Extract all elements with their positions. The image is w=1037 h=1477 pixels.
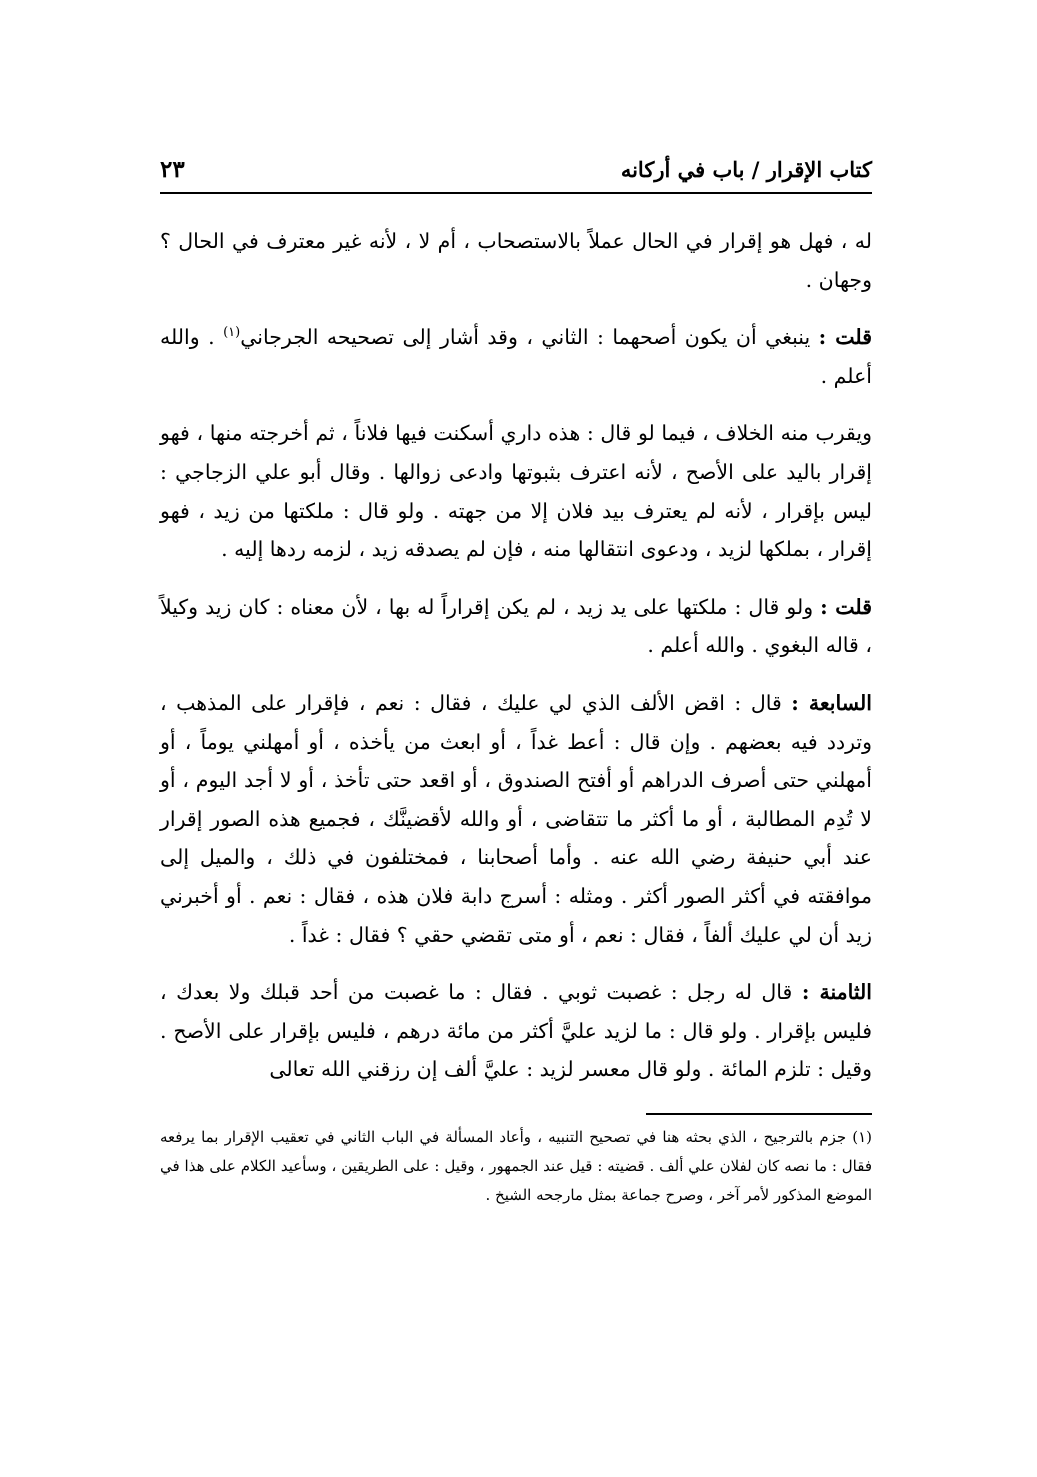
main-text xyxy=(160,222,872,1089)
paragraph-text: ولو قال : ملكتها على يد زيد ، لم يكن إقراراً له بها ، لأن معناه : كان زيد وكيلاً ، قاله البغوي . والله أعلم . xyxy=(160,594,872,658)
footnote-rule xyxy=(646,1113,872,1115)
footnote-text: جزم بالترجيح ، الذي بحثه هنا في تصحيح التنبيه ، وأعاد المسألة في الباب الثاني في تعقيب الإقرار بما يرفعه فقال : ما نصه كان لفلان علي ألف . قضيته : قيل عند الجمهور ، وقيل : على الطريقين ، وسأعيد الكلام على هذا في الموضع المذكور لأمر آخر ، وصرح جماعة بمثل مارجحه الشيخ . xyxy=(160,1127,872,1204)
paragraph-text-tail: . والله أعلم . xyxy=(160,325,872,388)
paragraph-text: قال له رجل : غصبت ثوبي . فقال : ما غصبت من أحد قبلك ولا بعدك ، فليس بإقرار . ولو قال : ما لزيد عليَّ أكثر من مائة درهم ، فليس بإقرار على الأصح . وقيل : تلزم المائة . ولو قال معسر لزيد : عليَّ ألف إن رزقني الله تعالى xyxy=(160,980,872,1082)
paragraph-text: ويقرب منه الخلاف ، فيما لو قال : هذه داري أسكنت فيها فلاناً ، ثم أخرجته منها ، فهو إقرار باليد على الأصح ، لأنه اعترف بثبوتها وادعى زوالها . وقال أبو علي الزجاجي : ليس بإقرار ، لأنه لم يعترف بيد فلان إلا من جهته . ولو قال : ملكتها من زيد ، فهو إقرار ، بملكها لزيد ، ودعوى انتقالها منه ، فإن لم يصدقه زيد ، لزمه ردها إليه . xyxy=(160,421,872,562)
paragraph-text: ينبغي أن يكون أصحهما : الثاني ، وقد أشار إلى تصحيحه الجرجاني xyxy=(240,325,819,350)
footnote-number: (١) xyxy=(852,1127,872,1146)
paragraph-lead: السابعة : xyxy=(791,690,872,715)
paragraph-text: له ، فهل هو إقرار في الحال عملاً بالاستصحاب ، أم لا ، لأنه غير معترف في الحال ؟ وجهان . xyxy=(160,229,872,292)
paragraph-lead: قلت : xyxy=(820,594,872,619)
paragraph-lead: قلت : xyxy=(818,325,872,350)
book-page xyxy=(160,150,872,1210)
paragraph xyxy=(160,684,872,954)
page-number: ٢٣ xyxy=(160,156,185,183)
paragraph-text: قال : اقض الألف الذي لي عليك ، فقال : نعم ، فإقرار على المذهب ، وتردد فيه بعضهم . وإن قال : أعط غداً ، أو ابعث من يأخذه ، أو أمهلني يوماً ، أو أمهلني حتى أصرف الدراهم أو أفتح الصندوق ، أو اقعد حتى تأخذ ، أو لا أجد اليوم ، أو لا تُدِم المطالبة ، أو ما أكثر ما تتقاضى ، أو والله لأقضينَّك ، فجميع هذه الصور إقرار عند أبي حنيفة رضي الله عنه . وأما أصحابنا ، فمختلفون في ذلك ، والميل إلى موافقته في أكثر الصور أكثر . ومثله : أسرج دابة فلان هذه ، فقال : نعم . أو أخبرني زيد أن لي عليك ألفاً ، فقال : نعم ، أو متى تقضي حقي ؟ فقال : غداً . xyxy=(160,690,872,947)
paragraph xyxy=(160,588,872,665)
header-rule xyxy=(160,192,872,194)
chapter-title: كتاب الإقرار / باب في أركانه xyxy=(620,157,872,182)
paragraph-lead: الثامنة : xyxy=(801,980,872,1005)
footnote-reference[interactable]: (١) xyxy=(223,325,241,341)
footnote xyxy=(160,1123,872,1210)
paragraph xyxy=(160,414,872,568)
paragraph xyxy=(160,222,872,299)
paragraph xyxy=(160,973,872,1089)
paragraph xyxy=(160,318,872,395)
running-header xyxy=(160,150,872,190)
